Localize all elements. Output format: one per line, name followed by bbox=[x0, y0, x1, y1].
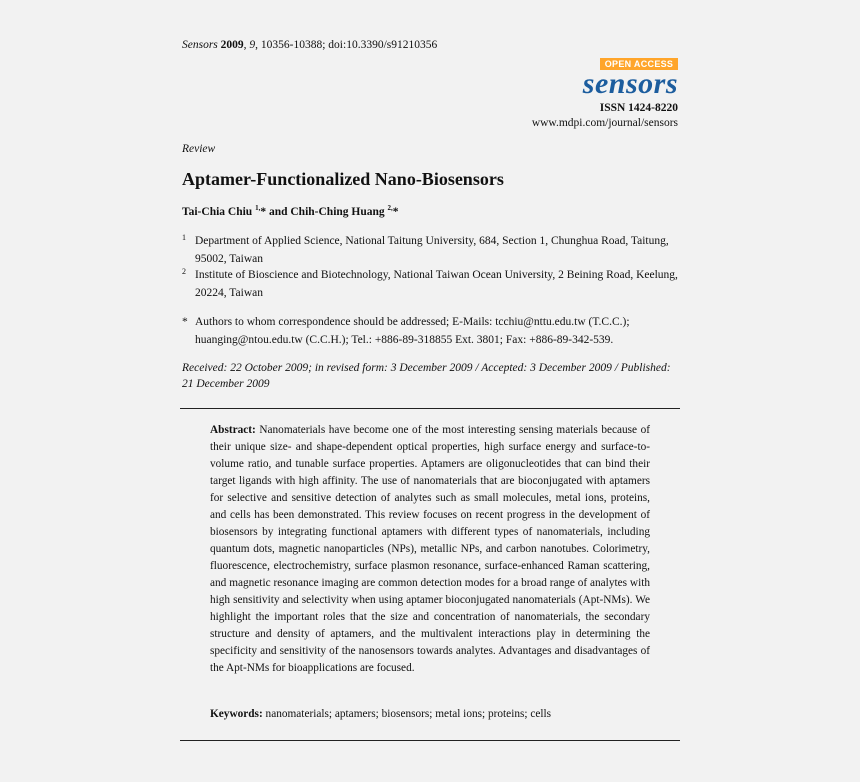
author-corresponding-marker: * bbox=[392, 205, 399, 218]
affiliation-text: Department of Applied Science, National Taitung University, 684, Section 1, Chunghua Road, Taitung, 95002, Taiwan bbox=[195, 235, 669, 265]
correspondence-text: Authors to whom correspondence should be addressed; E-Mails: tcchiu@nttu.edu.tw (T.C.C.); huanging@ntou.edu.tw (C.C.H.); Tel.: +886-89-318855 Ext. 3801; Fax: +886-89-342-539. bbox=[195, 316, 630, 346]
citation-line: Sensors 2009, 9, 10356-10388; doi:10.3390/s91210356 bbox=[182, 39, 438, 51]
abstract-label: Abstract: bbox=[210, 424, 256, 436]
issn: ISSN 1424-8220 bbox=[599, 102, 678, 114]
author-conjunction: and bbox=[268, 205, 288, 218]
author-affiliation-marker: 2, bbox=[387, 204, 393, 212]
citation-year: 2009 bbox=[220, 39, 244, 51]
correspondence-note bbox=[182, 313, 680, 349]
keywords bbox=[210, 708, 650, 720]
publication-dates: Received: 22 October 2009; in revised form: 3 December 2009 / Accepted: 3 December 2009 / Published: 21 December 2009 bbox=[182, 362, 671, 390]
affiliation bbox=[182, 266, 680, 302]
affiliation-text: Institute of Bioscience and Biotechnology, National Taiwan Ocean University, 2 Beining Road, Keelung, 20224, Taiwan bbox=[195, 269, 678, 299]
divider-top bbox=[180, 408, 680, 409]
correspondence-marker: * bbox=[182, 316, 188, 328]
author-list bbox=[182, 204, 399, 218]
affiliation-number: 2 bbox=[182, 267, 186, 276]
article-title: Aptamer-Functionalized Nano-Biosensors bbox=[182, 169, 504, 189]
abstract-text: Nanomaterials have become one of the most interesting sensing materials because of their unique size- and shape-dependent optical properties, high surface energy and surface-to-volume ratio, and tunable surface properties. Aptamers are oligonucleotides that can bind their target ligands with high affinity. The use of nanomaterials that are bioconjugated with aptamers for selective and sensitive detection of analytes such as small molecules, metal ions, proteins, and cells has been demonstrated. This review focuses on recent progress in the development of biosensors by integrating functional aptamers with different types of nanomaterials, including quantum dots, magnetic nanoparticles (NPs), metallic NPs, and carbon nanotubes. Colorimetry, fluorescence, electrochemistry, surface plasmon resonance, surface-enhanced Raman scattering, and magnetic resonance imaging are common detection modes for a broad range of analytes with high sensitivity and selectivity when using aptamer bioconjugated nanomaterials (Apt-NMs). We highlight the important roles that the size and concentration of nanomaterials, the secondary structure and density of aptamers, and the multivalent interactions play in determining the specificity and sensitivity of the nanosensors towards analytes. Advantages and disadvantages of the Apt-NMs for bioapplications are focused. bbox=[210, 424, 651, 674]
author-name: Chih-Ching Huang bbox=[290, 205, 385, 218]
keywords-text: nanomaterials; aptamers; biosensors; metal ions; proteins; cells bbox=[265, 708, 552, 720]
journal-url[interactable]: www.mdpi.com/journal/sensors bbox=[531, 117, 678, 129]
citation-journal: Sensors bbox=[182, 39, 218, 51]
open-access-badge: OPEN ACCESS bbox=[600, 58, 678, 70]
article-type: Review bbox=[182, 143, 216, 155]
keywords-label: Keywords: bbox=[210, 708, 263, 720]
abstract bbox=[210, 422, 650, 677]
author-affiliation-marker: 1, bbox=[255, 204, 261, 212]
citation-volume: 9 bbox=[249, 39, 256, 51]
author-name: Tai-Chia Chiu bbox=[182, 205, 253, 218]
affiliation bbox=[182, 232, 680, 268]
affiliation-number: 1 bbox=[182, 233, 186, 242]
author-corresponding-marker: * bbox=[260, 205, 267, 218]
citation-pages-doi: , 10356-10388; doi:10.3390/s91210356 bbox=[255, 39, 438, 51]
divider-bottom bbox=[180, 740, 680, 741]
journal-logo: sensors bbox=[582, 67, 678, 100]
